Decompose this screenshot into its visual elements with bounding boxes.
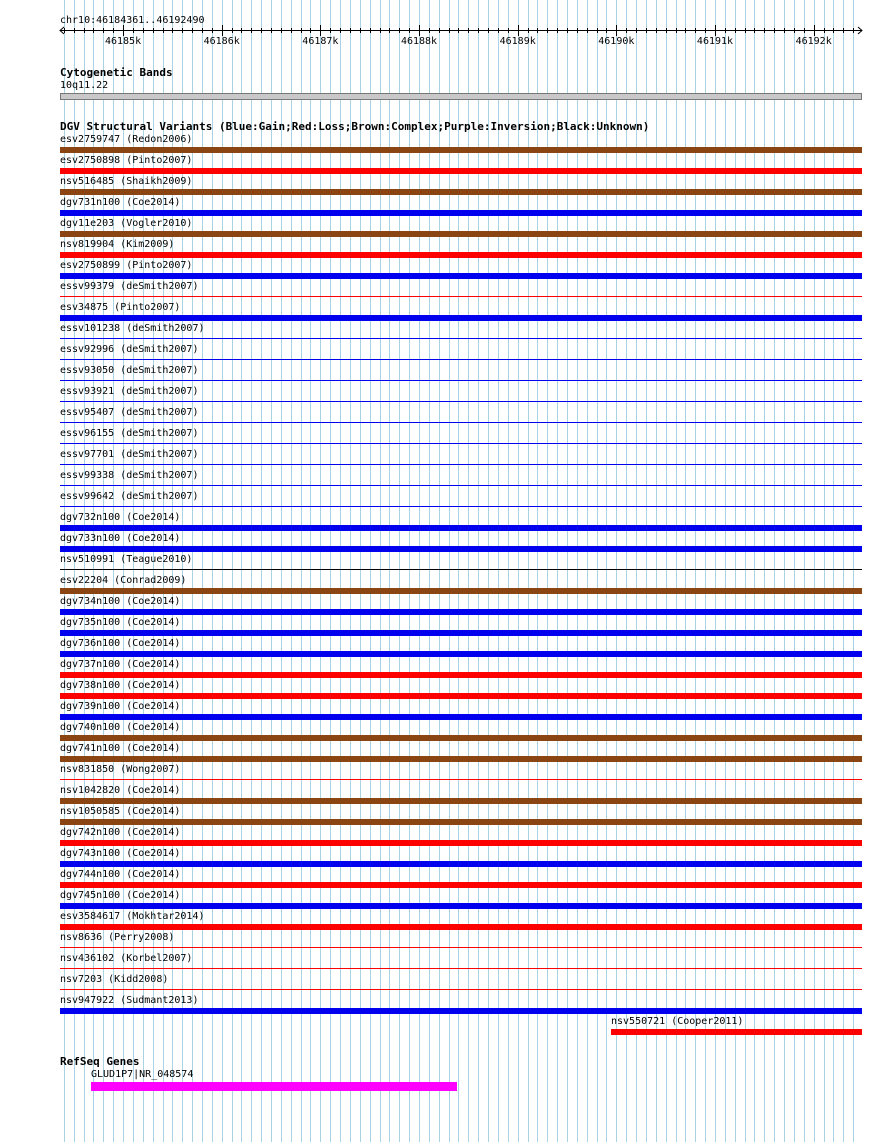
variant-line[interactable] (60, 506, 862, 507)
variant-bar[interactable] (60, 693, 862, 699)
variant-label[interactable]: essv93921 (deSmith2007) (60, 386, 199, 397)
variant-bar[interactable] (60, 609, 862, 615)
variant-bar[interactable] (60, 588, 862, 594)
variant-label[interactable]: essv99338 (deSmith2007) (60, 470, 199, 481)
ruler-tick-label: 46186k (203, 36, 240, 47)
variant-bar[interactable] (60, 714, 862, 720)
variant-line[interactable] (60, 443, 862, 444)
variant-bar[interactable] (60, 903, 862, 909)
refseq-track-title: RefSeq Genes (60, 1055, 140, 1068)
variant-line[interactable] (60, 380, 862, 381)
variant-label[interactable]: dgv736n100 (Coe2014) (60, 638, 181, 649)
variant-line[interactable] (60, 401, 862, 402)
variant-bar[interactable] (60, 735, 862, 741)
variant-bar[interactable] (60, 819, 862, 825)
ruler-tick-label: 46192k (795, 36, 832, 47)
cytoband-track-title: Cytogenetic Bands (60, 66, 173, 79)
variant-label[interactable]: nsv819904 (Kim2009) (60, 239, 175, 250)
variant-bar[interactable] (60, 315, 862, 321)
variant-label[interactable]: dgv740n100 (Coe2014) (60, 722, 181, 733)
gene-label[interactable]: GLUD1P7|NR_048574 (91, 1069, 194, 1080)
variant-label[interactable]: dgv742n100 (Coe2014) (60, 827, 181, 838)
variant-label[interactable]: esv34875 (Pinto2007) (60, 302, 181, 313)
variant-label[interactable]: nsv1050585 (Coe2014) (60, 806, 181, 817)
variant-label[interactable]: essv99642 (deSmith2007) (60, 491, 199, 502)
variant-label[interactable]: dgv737n100 (Coe2014) (60, 659, 181, 670)
variant-bar[interactable] (60, 546, 862, 552)
variant-label[interactable]: nsv831850 (Wong2007) (60, 764, 181, 775)
variant-bar[interactable] (60, 252, 862, 258)
position-ruler[interactable] (0, 0, 890, 50)
cytoband-label: 10q11.22 (60, 80, 109, 91)
variant-line[interactable] (60, 464, 862, 465)
variant-label[interactable]: dgv745n100 (Coe2014) (60, 890, 181, 901)
ruler-tick-label: 46185k (104, 36, 142, 47)
variant-label[interactable]: esv3584617 (Mokhtar2014) (60, 911, 205, 922)
variant-bar[interactable] (60, 168, 862, 174)
variant-line[interactable] (60, 569, 862, 570)
variant-label[interactable]: dgv731n100 (Coe2014) (60, 197, 181, 208)
variant-bar[interactable] (60, 840, 862, 846)
variant-label[interactable]: nsv1042820 (Coe2014) (60, 785, 181, 796)
variant-label[interactable]: dgv734n100 (Coe2014) (60, 596, 181, 607)
variant-bar[interactable] (60, 147, 862, 153)
variant-line[interactable] (60, 338, 862, 339)
variant-label[interactable]: nsv8636 (Perry2008) (60, 932, 175, 943)
variant-line[interactable] (60, 947, 862, 948)
variant-label[interactable]: dgv744n100 (Coe2014) (60, 869, 181, 880)
ruler-tick-label: 46191k (696, 36, 734, 47)
location-label: chr10:46184361..46192490 (60, 15, 205, 26)
variant-label[interactable]: essv92996 (deSmith2007) (60, 344, 199, 355)
variant-bar[interactable] (60, 210, 862, 216)
variant-label[interactable]: nsv436102 (Korbel2007) (60, 953, 193, 964)
variant-label[interactable]: essv95407 (deSmith2007) (60, 407, 199, 418)
ruler-tick-label: 46190k (598, 36, 635, 47)
variant-label[interactable]: dgv732n100 (Coe2014) (60, 512, 181, 523)
variant-bar[interactable] (60, 1008, 862, 1014)
variant-bar[interactable] (60, 924, 862, 930)
variant-bar[interactable] (60, 798, 862, 804)
variant-line[interactable] (60, 359, 862, 360)
cytoband-bar[interactable] (60, 93, 862, 100)
variant-label[interactable]: essv96155 (deSmith2007) (60, 428, 199, 439)
variant-label[interactable]: dgv741n100 (Coe2014) (60, 743, 181, 754)
variant-bar[interactable] (60, 672, 862, 678)
variant-line[interactable] (60, 779, 862, 780)
variant-label[interactable]: nsv550721 (Cooper2011) (611, 1016, 744, 1027)
variant-bar[interactable] (60, 273, 862, 279)
ruler-tick-label: 46188k (400, 36, 438, 47)
variant-label[interactable]: dgv743n100 (Coe2014) (60, 848, 181, 859)
variant-line[interactable] (60, 968, 862, 969)
ruler-tick-label: 46189k (499, 36, 536, 47)
variant-label[interactable]: esv2750898 (Pinto2007) (60, 155, 193, 166)
variant-label[interactable]: essv93050 (deSmith2007) (60, 365, 199, 376)
variant-line[interactable] (60, 989, 862, 990)
variant-bar[interactable] (60, 861, 862, 867)
dgv-track-title: DGV Structural Variants (Blue:Gain;Red:Loss;Brown:Complex;Purple:Inversion;Black:Unknown) (60, 120, 650, 133)
variant-label[interactable]: essv101238 (deSmith2007) (60, 323, 205, 334)
variant-label[interactable]: nsv510991 (Teague2010) (60, 554, 193, 565)
variant-line[interactable] (60, 485, 862, 486)
variant-bar[interactable] (60, 756, 862, 762)
ruler-tick-label: 46187k (302, 36, 339, 47)
variant-label[interactable]: dgv739n100 (Coe2014) (60, 701, 181, 712)
variant-bar[interactable] (60, 630, 862, 636)
variant-label[interactable]: essv97701 (deSmith2007) (60, 449, 199, 460)
variant-label[interactable]: esv2750899 (Pinto2007) (60, 260, 193, 271)
variant-line[interactable] (60, 296, 862, 297)
variant-bar[interactable] (611, 1029, 862, 1035)
variant-label[interactable]: nsv516485 (Shaikh2009) (60, 176, 193, 187)
variant-bar[interactable] (60, 882, 862, 888)
variant-label[interactable]: esv2759747 (Redon2006) (60, 134, 193, 145)
variant-label[interactable]: dgv735n100 (Coe2014) (60, 617, 181, 628)
variant-label[interactable]: dgv733n100 (Coe2014) (60, 533, 181, 544)
variant-label[interactable]: nsv7203 (Kidd2008) (60, 974, 169, 985)
variant-label[interactable]: esv22204 (Conrad2009) (60, 575, 187, 586)
variant-label[interactable]: essv99379 (deSmith2007) (60, 281, 199, 292)
gene-bar[interactable] (91, 1082, 457, 1091)
variant-label[interactable]: dgv738n100 (Coe2014) (60, 680, 181, 691)
variant-bar[interactable] (60, 189, 862, 195)
variant-bar[interactable] (60, 525, 862, 531)
variant-line[interactable] (60, 422, 862, 423)
variant-label[interactable]: nsv947922 (Sudmant2013) (60, 995, 199, 1006)
variant-bar[interactable] (60, 231, 862, 237)
variant-bar[interactable] (60, 651, 862, 657)
variant-label[interactable]: dgv11e203 (Vogler2010) (60, 218, 193, 229)
